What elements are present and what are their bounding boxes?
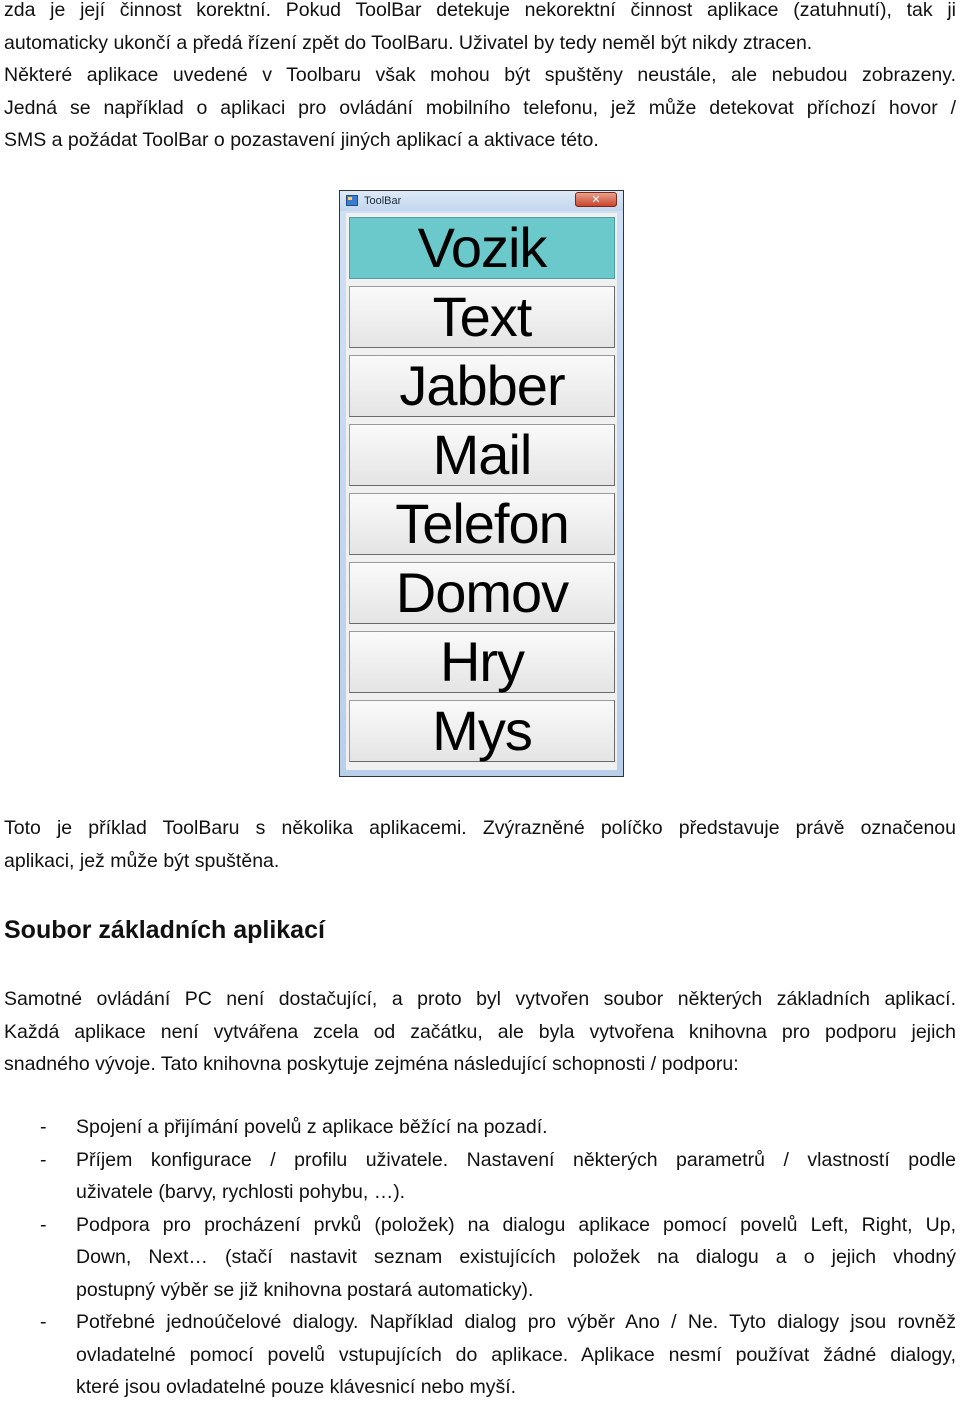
- text-line: postupný výběr se již knihovna postará automaticky).: [76, 1278, 534, 1301]
- toolbar-window: [339, 190, 624, 777]
- text-line: Samotné ovládání PC není dostačující, a proto byl vytvořen soubor některých základních aplikací.: [4, 988, 956, 1010]
- text-line: Podpora pro procházení prvků (položek) na dialogu aplikace pomocí povelů Left, Right, Up,: [76, 1213, 956, 1236]
- text-line: Některé aplikace uvedené v Toolbaru však mohou být spuštěny neustále, ale nebudou zobrazeny.: [4, 64, 956, 86]
- text-line: snadného vývoje. Tato knihovna poskytuje zejména následující schopnosti / podporu:: [4, 1053, 739, 1075]
- text-line: SMS a požádat ToolBar o pozastavení jiných aplikací a aktivace této.: [4, 129, 599, 151]
- list-item: [0, 1209, 956, 1307]
- toolbar-button-text[interactable]: Text: [349, 286, 615, 348]
- toolbar-button-vozik[interactable]: Vozik: [349, 217, 615, 279]
- toolbar-client-area: [346, 213, 617, 770]
- list-marker: -: [40, 1311, 47, 1333]
- text-line: ovladatelné pomocí povelů vstupujících do aplikace. Aplikace nesmí používat žádné dialogy,: [76, 1343, 956, 1366]
- toolbar-button-mys[interactable]: Mys: [349, 700, 615, 762]
- feature-list: [0, 1111, 960, 1404]
- app-window-icon: [346, 195, 358, 206]
- text-line: aplikaci, jež může být spuštěna.: [4, 849, 280, 872]
- toolbar-button-telefon[interactable]: Telefon: [349, 493, 615, 555]
- list-marker: -: [40, 1116, 47, 1138]
- list-item: [0, 1111, 956, 1144]
- text-line: Spojení a přijímání povelů z aplikace běžící na pozadí.: [76, 1116, 548, 1138]
- section-paragraph: [4, 983, 956, 1081]
- window-title: ToolBar: [364, 195, 402, 207]
- text-line: Každá aplikace není vytvářena zcela od začátku, ale byla vytvořena knihovna pro podporu jejich: [4, 1020, 956, 1043]
- toolbar-button-jabber[interactable]: Jabber: [349, 355, 615, 417]
- section-heading: Soubor základních aplikací: [4, 916, 325, 944]
- toolbar-button-mail[interactable]: Mail: [349, 424, 615, 486]
- toolbar-button-hry[interactable]: Hry: [349, 631, 615, 693]
- list-item: [0, 1144, 956, 1209]
- toolbar-button-domov[interactable]: Domov: [349, 562, 615, 624]
- text-line: automaticky ukončí a předá řízení zpět do ToolBaru. Uživatel by tedy neměl být nikdy ztracen.: [4, 31, 813, 54]
- window-titlebar[interactable]: [340, 191, 623, 211]
- text-line: Potřebné jednoúčelové dialogy. Například dialog pro výběr Ano / Ne. Tyto dialogy jsou rovněž: [76, 1311, 956, 1333]
- text-line: které jsou ovladatelné pouze klávesnicí nebo myší.: [76, 1376, 517, 1398]
- text-line: Příjem konfigurace / profilu uživatele. Nastavení některých parametrů / vlastností podle: [76, 1148, 956, 1171]
- text-line: Jedná se například o aplikaci pro ovládání mobilního telefonu, jež může detekovat příchozí hovor /: [4, 96, 956, 119]
- text-line: uživatele (barvy, rychlosti pohybu, …).: [76, 1181, 406, 1203]
- text-line: Toto je příklad ToolBaru s několika aplikacemi. Zvýrazněné políčko představuje právě označenou: [4, 817, 956, 839]
- close-button[interactable]: ✕: [575, 192, 617, 207]
- text-line: zda je její činnost korektní. Pokud ToolBar detekuje nekorektní činnost aplikace (zatuhnutí), tak ji: [4, 0, 956, 21]
- list-marker: -: [40, 1213, 47, 1236]
- text-line: Down, Next… (stačí nastavit seznam existujících položek na dialogu a o jejich vhodný: [76, 1246, 956, 1268]
- list-item: [0, 1306, 956, 1404]
- figure-caption: [4, 812, 956, 877]
- list-marker: -: [40, 1148, 47, 1171]
- intro-paragraph: [4, 0, 956, 157]
